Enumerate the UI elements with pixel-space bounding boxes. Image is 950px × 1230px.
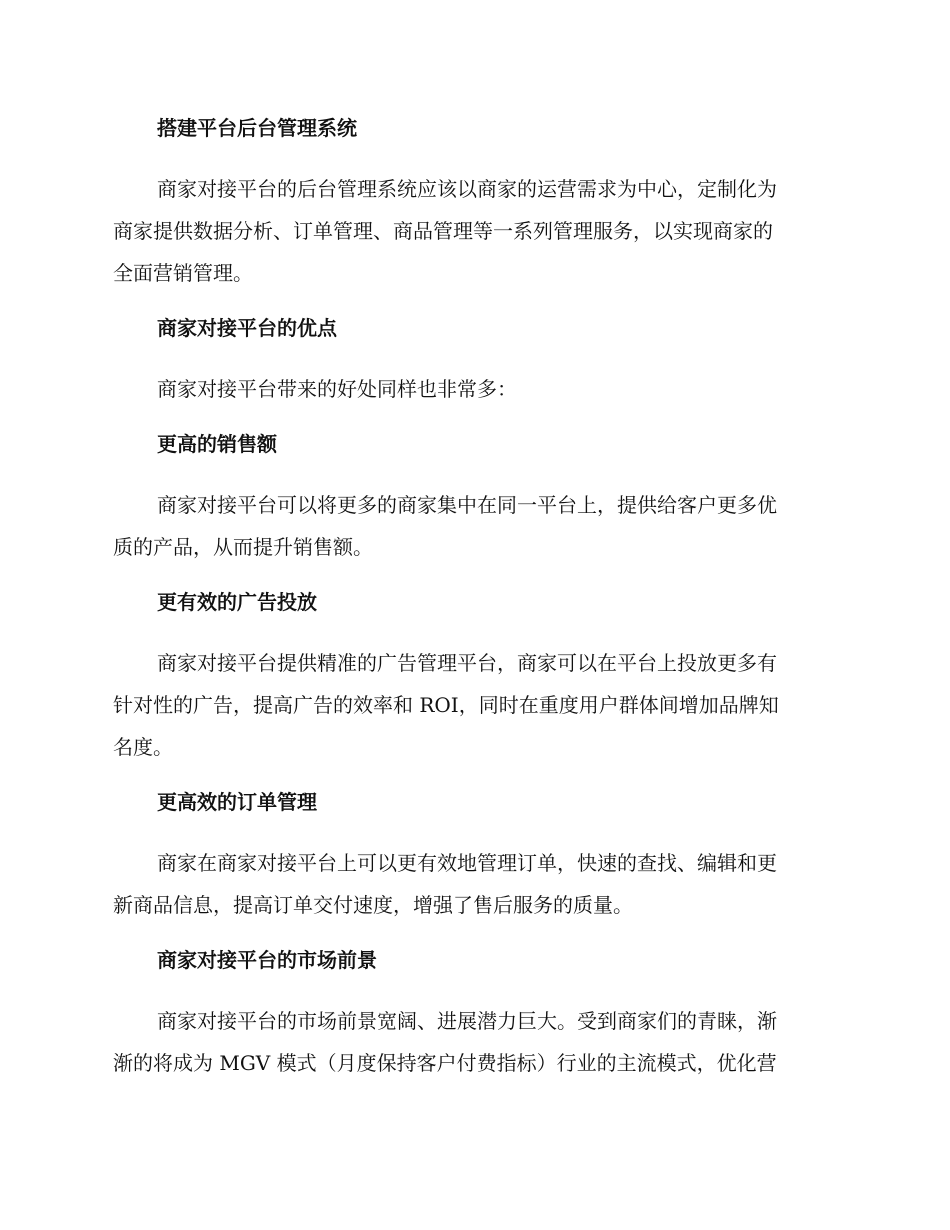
- section-heading: 更高效的订单管理: [157, 790, 317, 814]
- document-body: [113, 110, 833, 1084]
- paragraph-line: 针对性的广告，提高广告的效率和 ROI，同时在重度用户群体间增加品牌知: [113, 693, 779, 717]
- section-paragraph: [113, 1000, 833, 1084]
- section-paragraph: [113, 168, 833, 294]
- section-paragraph: [113, 368, 833, 410]
- paragraph-line: 质的产品，从而提升销售额。: [113, 535, 373, 559]
- section-paragraph: [113, 484, 833, 568]
- paragraph-line: 商家对接平台的后台管理系统应该以商家的运营需求为中心，定制化为: [157, 177, 777, 201]
- section-paragraph: [113, 842, 833, 926]
- section-heading: 更高的销售额: [157, 432, 277, 456]
- section-paragraph: [113, 642, 833, 768]
- section-heading: 商家对接平台的优点: [157, 316, 337, 340]
- paragraph-line: 商家对接平台提供精准的广告管理平台，商家可以在平台上投放更多有: [157, 651, 777, 675]
- paragraph-line: 名度。: [113, 735, 173, 759]
- paragraph-line: 商家对接平台可以将更多的商家集中在同一平台上，提供给客户更多优: [157, 493, 777, 517]
- paragraph-line: 商家对接平台带来的好处同样也非常多：: [157, 377, 517, 401]
- paragraph-line: 渐的将成为 MGV 模式（月度保持客户付费指标）行业的主流模式，优化营: [113, 1051, 777, 1075]
- paragraph-line: 商家在商家对接平台上可以更有效地管理订单，快速的查找、编辑和更: [157, 851, 777, 875]
- paragraph-line: 商家对接平台的市场前景宽阔、进展潜力巨大。受到商家们的青睐，渐: [157, 1009, 777, 1033]
- section-heading: 商家对接平台的市场前景: [157, 948, 377, 972]
- section-heading: 更有效的广告投放: [157, 590, 317, 614]
- paragraph-line: 新商品信息，提高订单交付速度，增强了售后服务的质量。: [113, 893, 633, 917]
- section-heading: 搭建平台后台管理系统: [157, 116, 357, 140]
- paragraph-line: 商家提供数据分析、订单管理、商品管理等一系列管理服务，以实现商家的: [113, 219, 773, 243]
- paragraph-line: 全面营销管理。: [113, 261, 253, 285]
